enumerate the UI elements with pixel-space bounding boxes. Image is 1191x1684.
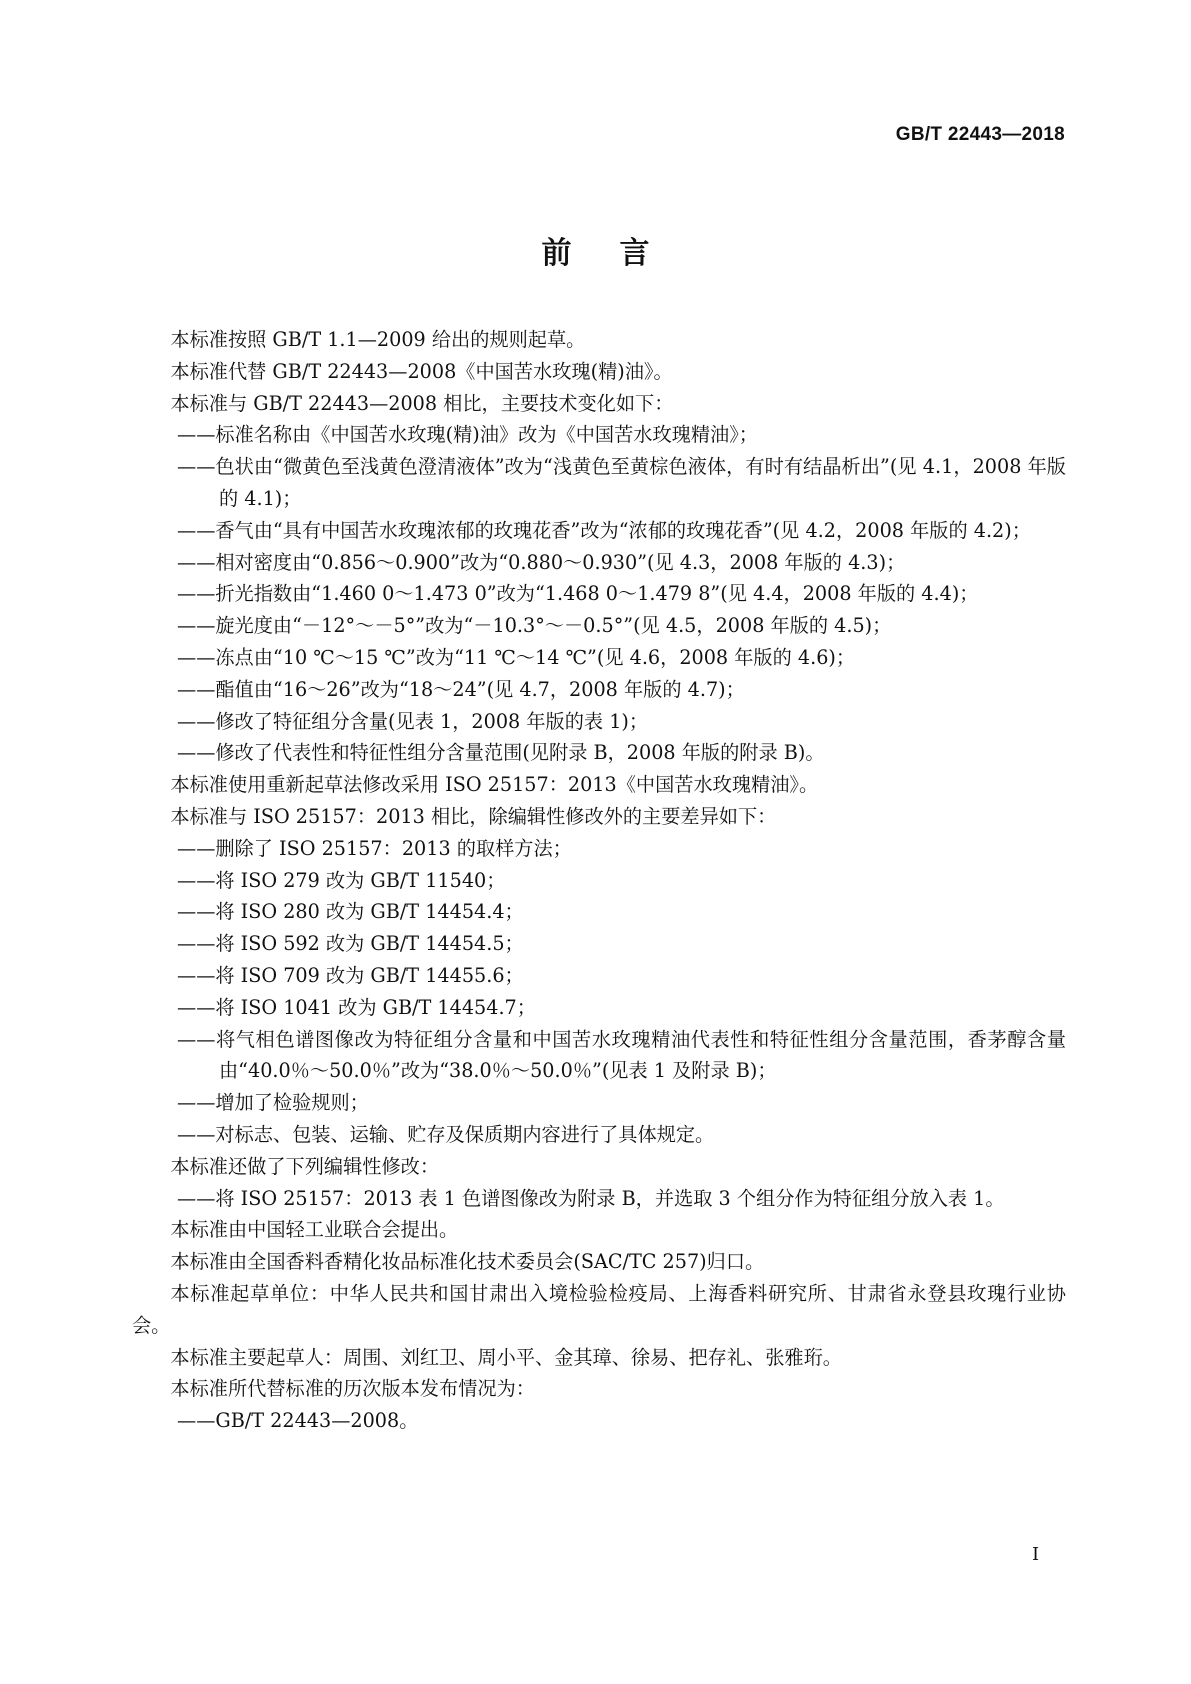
paragraph: 本标准主要起草人：周围、刘红卫、周小平、金其璋、徐易、把存礼、张雅珩。 — [170, 1345, 842, 1369]
paragraph: 本标准按照 GB/T 1.1—2009 给出的规则起草。 — [170, 328, 586, 351]
foreword-body — [132, 324, 1066, 1437]
dash-list-item: ——删除了 ISO 25157：2013 的取样方法； — [177, 836, 572, 860]
dash-list-item: ——将 ISO 1041 改为 GB/T 14454.7； — [177, 995, 536, 1019]
title-char: 言 — [619, 236, 650, 271]
paragraph: 本标准还做了下列编辑性修改： — [170, 1154, 440, 1178]
dash-list-item: ——将气相色谱图像改为特征组分含量和中国苦水玫瑰精油代表性和特征性组分含量范围，香茅醇含量由“40.0％～50.0％”改为“38.0％～50.0％”(见表 1 及附录 B)； — [177, 1027, 1066, 1083]
dash-list-item: ——将 ISO 279 改为 GB/T 11540； — [177, 868, 506, 892]
paragraph: 本标准起草单位：中华人民共和国甘肃出入境检验检疫局、上海香料研究所、甘肃省永登县玫瑰行业协会。 — [132, 1281, 1066, 1337]
dash-list-item: ——折光指数由“1.460 0～1.473 0”改为“1.468 0～1.479 8”(见 4.4，2008 年版的 4.4)； — [177, 582, 979, 606]
paragraph: 本标准使用重新起草法修改采用 ISO 25157：2013《中国苦水玫瑰精油》。 — [170, 773, 819, 797]
dash-list-item: ——色状由“微黄色至浅黄色澄清液体”改为“浅黄色至黄棕色液体，有时有结晶析出”(见 4.1，2008 年版的 4.1)； — [177, 455, 1066, 510]
paragraph: 本标准由全国香料香精化妆品标准化技术委员会(SAC/TC 257)归口。 — [170, 1250, 765, 1274]
page-number: I — [1032, 1544, 1040, 1565]
dash-list-item: ——冻点由“10 ℃～15 ℃”改为“11 ℃～14 ℃”(见 4.6，2008 年版的 4.6)； — [177, 645, 856, 669]
dash-list-item: ——相对密度由“0.856～0.900”改为“0.880～0.930”(见 4.3，2008 年版的 4.3)； — [177, 550, 906, 574]
dash-list-item: ——修改了特征组分含量(见表 1，2008 年版的表 1)； — [177, 709, 649, 733]
paragraph: 本标准由中国轻工业联合会提出。 — [170, 1218, 459, 1242]
dash-list-item: ——标准名称由《中国苦水玫瑰(精)油》改为《中国苦水玫瑰精油》； — [177, 423, 758, 447]
dash-list-item: ——旋光度由“－12°～－5°”改为“－10.3°～－0.5°”(见 4.5，2008 年版的 4.5)； — [177, 614, 892, 638]
dash-list-item: ——酯值由“16～26”改为“18～24”(见 4.7，2008 年版的 4.7)； — [177, 677, 745, 701]
dash-list-item: ——GB/T 22443—2008。 — [177, 1409, 419, 1433]
standard-code: GB/T 22443—2018 — [895, 124, 1065, 145]
dash-list-item: ——修改了代表性和特征性组分含量范围(见附录 B，2008 年版的附录 B)。 — [177, 741, 825, 765]
paragraph: 本标准与 GB/T 22443—2008 相比，主要技术变化如下： — [170, 391, 674, 415]
dash-list-item: ——将 ISO 25157：2013 表 1 色谱图像改为附录 B，并选取 3 个组分作为特征组分放入表 1。 — [177, 1186, 1005, 1210]
dash-list-item: ——将 ISO 592 改为 GB/T 14454.5； — [177, 932, 524, 956]
page-title — [0, 228, 1191, 272]
title-char: 前 — [541, 236, 572, 271]
dash-list-item: ——增加了检验规则； — [177, 1091, 369, 1115]
paragraph: 本标准所代替标准的历次版本发布情况为： — [170, 1377, 535, 1401]
dash-list-item: ——将 ISO 709 改为 GB/T 14455.6； — [177, 963, 524, 987]
dash-list-item: ——对标志、包装、运输、贮存及保质期内容进行了具体规定。 — [177, 1122, 715, 1146]
dash-list-item: ——将 ISO 280 改为 GB/T 14454.4； — [177, 900, 524, 924]
paragraph: 本标准代替 GB/T 22443—2008《中国苦水玫瑰(精)油》。 — [170, 359, 673, 383]
paragraph: 本标准与 ISO 25157：2013 相比，除编辑性修改外的主要差异如下： — [170, 804, 777, 828]
dash-list-item: ——香气由“具有中国苦水玫瑰浓郁的玫瑰花香”改为“浓郁的玫瑰花香”(见 4.2，2008 年版的 4.2)； — [177, 518, 1031, 542]
